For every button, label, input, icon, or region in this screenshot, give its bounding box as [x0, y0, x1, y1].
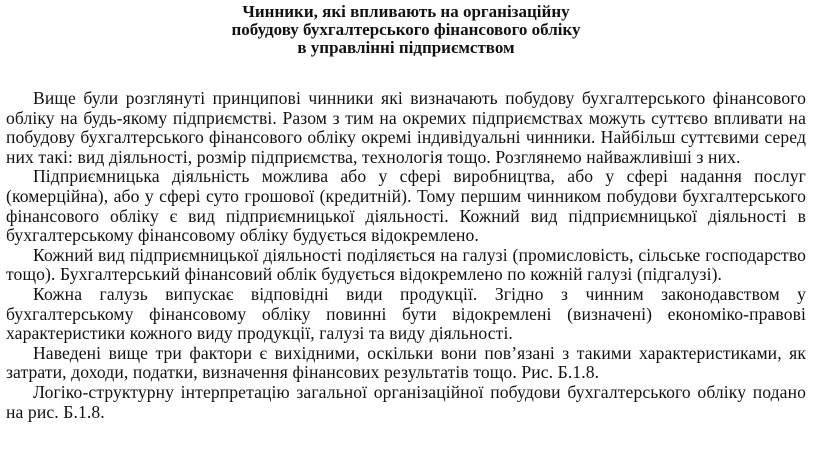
paragraph-factors: Наведені вище три фактори є вихідними, оскільки вони пов’язані з такими характеристиками, як затрати, доходи, податки, визначення фінансових результатів тощо. Рис. Б.1.8.	[6, 342, 806, 383]
paragraph-products: Кожна галузь випускає відповідні види продукції. Згідно з чинним законодавством у бухгалтерському фінансовому обліку повинні бути відокремлені (визначені) економіко-правові характеристики кожного виду продукції, галузі та виду діяльності.	[6, 283, 806, 344]
title-line-2: побудову бухгалтерського фінансового обліку	[231, 20, 581, 39]
title-line-1: Чинники, які впливають на організаційну	[242, 2, 570, 21]
document-title	[6, 3, 806, 57]
paragraph-interpretation: Логіко-структурну інтерпретацію загальної організаційної побудови бухгалтерського обліку подано на рис. Б.1.8.	[6, 381, 806, 422]
title-spacer	[6, 57, 806, 89]
title-line-3: в управлінні підприємством	[297, 38, 515, 57]
paragraph-intro: Вище були розглянуті принципові чинники які визначають побудову бухгалтерського фінансового обліку на будь-якому підприємстві. Разом з тим на окремих підприємствах можуть суттєво впливати на побудову бухгалтерського фінансового обліку окремі індивідуальні чинники. Найбільш суттєвими серед них такі: вид діяльності, розмір підприємства, технологія тощо. Розглянемо найважливіші з них.	[6, 88, 806, 167]
paragraph-activity-type: Підприємницька діяльність можлива або у сфері виробництва, або у сфері надання послуг (комерційна), або у сфері суто грошової (кредитній). Тому першим чинником побудови бухгалтерського фінансового обліку є вид підприємницької діяльності. Кожний вид підприємницької діяльності в бухгалтерському фінансовому обліку будується відокремлено.	[6, 166, 806, 246]
paragraph-industry: Кожний вид підприємницької діяльності поділяється на галузі (промисловість, сільське господарство тощо). Бухгалтерський фінансовий облік будується відокремлено по кожній галузі (підгалузі).	[6, 244, 806, 285]
